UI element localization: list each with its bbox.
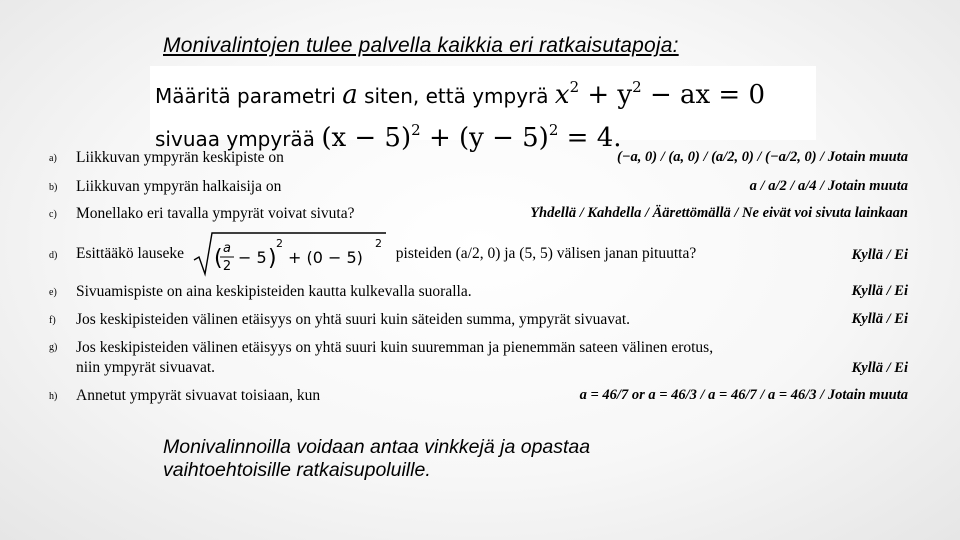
question-text	[76, 338, 713, 378]
footer-line: Monivalinnoilla voidaan antaa vinkkejä ja opastaa	[163, 436, 591, 458]
question-row	[0, 338, 960, 378]
svg-text:): )	[267, 246, 277, 271]
answer-options[interactable]: Kyllä / Ei	[851, 360, 908, 376]
distance-expression	[192, 230, 388, 278]
exponent: 2	[374, 237, 382, 250]
question-text: Sivuamispiste on aina keskipisteiden kautta kulkevalla suoralla.	[76, 283, 472, 300]
fraction-numerator: a	[222, 241, 231, 256]
question-text: Jos keskipisteiden välinen etäisyys on yhtä suuri kuin säteiden summa, ympyrät sivuavat.	[76, 311, 631, 328]
question-text: Annetut ympyrät sivuavat toisiaan, kun	[76, 387, 321, 404]
question-letter: d)	[49, 250, 58, 261]
question-text: Monellako eri tavalla ympyrät voivat sivuta?	[76, 205, 355, 222]
answer-options[interactable]: a / a/2 / a/4 / Jotain muuta	[749, 178, 908, 194]
page-heading: Monivalintojen tulee palvella kaikkia eri ratkaisutapoja:	[163, 34, 679, 57]
answer-options[interactable]: (−a, 0) / (a, 0) / (a/2, 0) / (−a/2, 0) / Jotain muuta	[616, 149, 908, 165]
svg-text:(: (	[213, 246, 223, 271]
question-letter: c)	[49, 209, 57, 220]
question-letter: f)	[49, 315, 56, 326]
task-text: Määritä parametri	[155, 84, 336, 108]
answer-options[interactable]: Yhdellä / Kahdella / Äärettömällä / Ne eivät voi sivuta lainkaan	[530, 205, 908, 221]
question-text: Liikkuvan ympyrän keskipiste on	[76, 149, 284, 166]
task-line-1	[155, 70, 816, 113]
expression-part: − 5	[237, 248, 267, 267]
question-text-line: niin ympyrät sivuavat.	[76, 359, 216, 376]
circle-equation-2: $(x - 5)^2 + (y - 5)^2 = 4$.	[321, 121, 622, 153]
answer-options[interactable]: Kyllä / Ei	[851, 247, 908, 263]
question-text-line: Jos keskipisteiden välinen etäisyys on yhtä suuri kuin suuremman ja pienemmän sateen välinen erotus,	[76, 339, 714, 356]
question-letter: g)	[49, 342, 58, 353]
fraction-denominator: 2	[222, 259, 232, 274]
task-statement	[150, 66, 816, 153]
task-text: sivuaa ympyrää	[155, 127, 315, 151]
answer-options[interactable]: a = 46/7 or a = 46/3 / a = 46/7 / a = 46/3 / Jotain muuta	[579, 387, 908, 403]
expression-part: + (0 − 5)	[287, 248, 363, 267]
question-letter: a)	[49, 153, 57, 164]
footer-note	[163, 436, 590, 482]
question-letter: e)	[49, 287, 57, 298]
circle-equation-1: $x^2 + y^2$ − ax = 0	[554, 78, 766, 110]
footer-line: vaihtoehtoisille ratkaisupoluille.	[163, 459, 431, 481]
question-text-part: pisteiden (a/2, 0) ja (5, 5) välisen janan pituutta?	[395, 245, 697, 262]
answer-options[interactable]: Kyllä / Ei	[851, 311, 908, 327]
question-letter: h)	[49, 391, 58, 402]
question-row	[0, 230, 960, 280]
question-text-part: Esittääkö lauseke	[76, 245, 185, 262]
question-text: Liikkuvan ympyrän halkaisija on	[76, 178, 282, 195]
question-text	[76, 230, 696, 278]
task-text: siten, että ympyrä	[364, 84, 549, 108]
question-letter: b)	[49, 182, 58, 193]
answer-options[interactable]: Kyllä / Ei	[851, 283, 908, 299]
parameter-symbol: a	[342, 80, 358, 110]
exponent: 2	[275, 237, 283, 250]
